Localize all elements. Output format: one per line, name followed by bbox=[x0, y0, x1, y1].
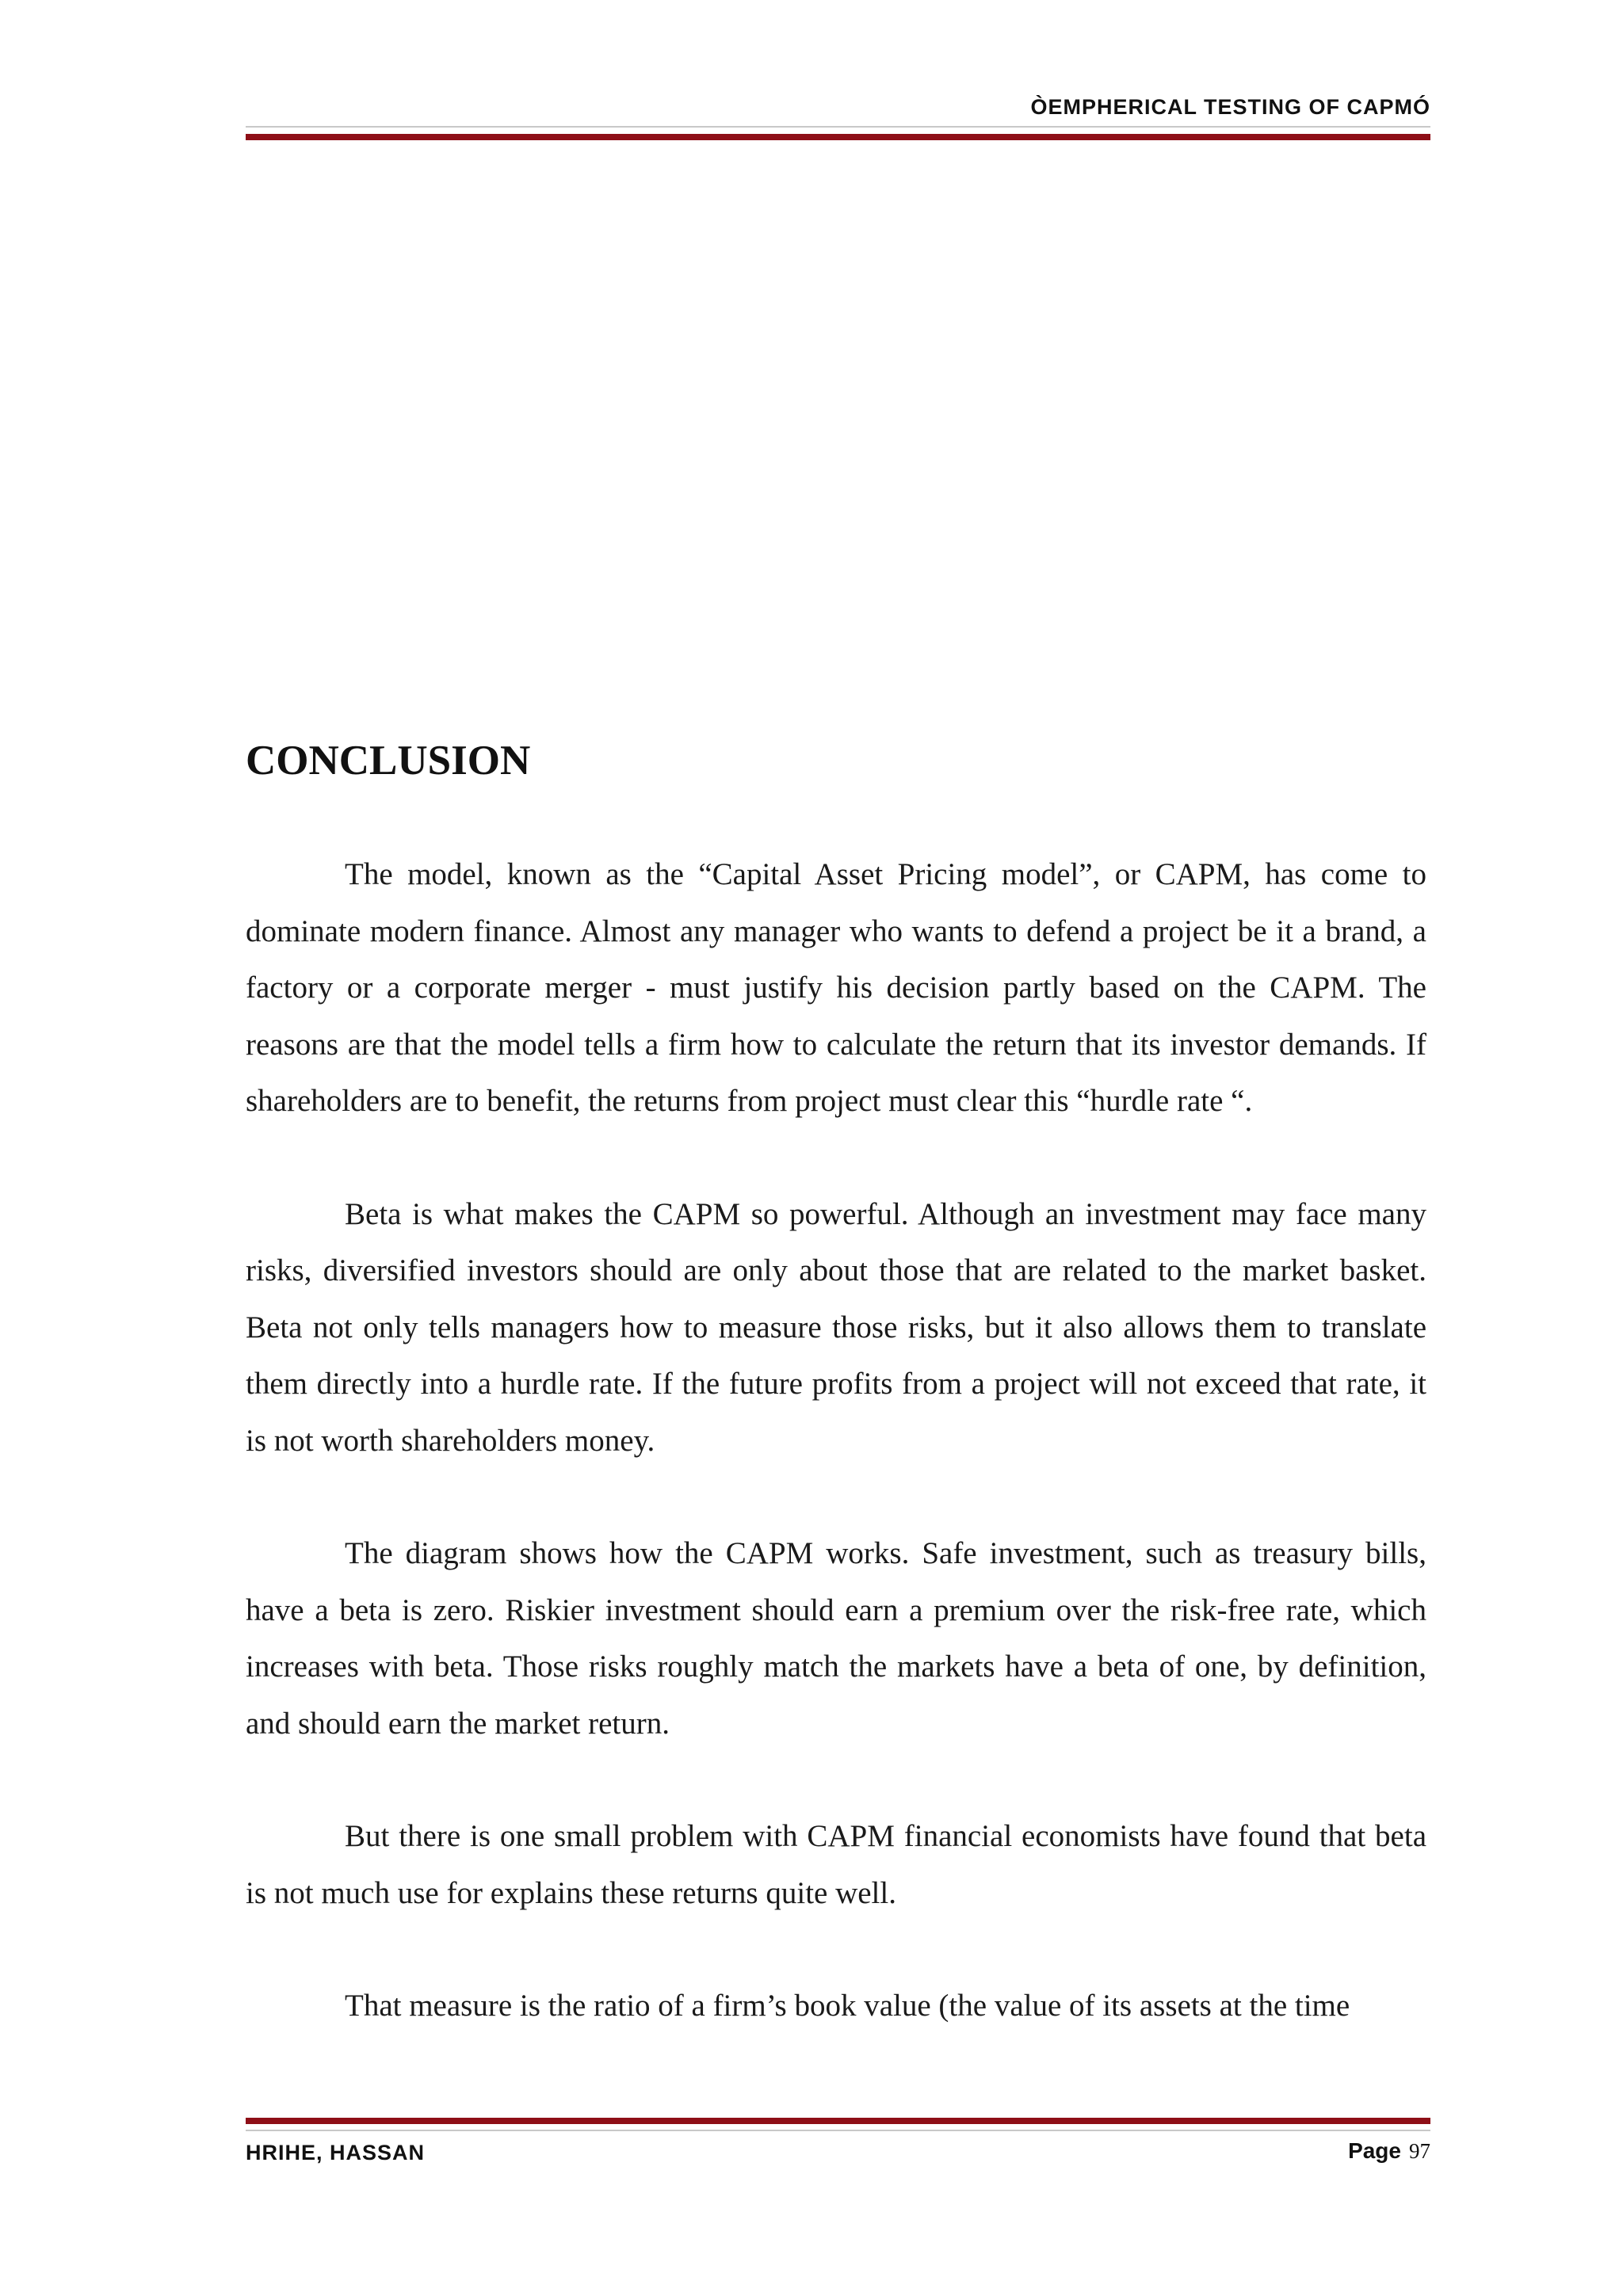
page-number: 97 bbox=[1409, 2139, 1430, 2163]
page-header bbox=[246, 0, 1430, 143]
running-header-title: ÒEMPHERICAL TESTING OF CAPMÓ bbox=[1030, 95, 1430, 119]
paragraph-2: Beta is what makes the CAPM so powerful. Although an investment may face many risks, diversified investors should are only about those that are related to the market basket. Beta not only tells managers how to measure those risks, but it also allows them to translate them directly into a hurdle rate. If the future profits from a project will not exceed that rate, it is not worth shareholders money. bbox=[246, 1196, 1426, 1458]
paragraph-1: The model, known as the “Capital Asset Pricing model”, or CAPM, has come to dominate modern finance. Almost any manager who wants to defend a project be it a brand, a factory or a corporate merger - must justify his decision partly based on the CAPM. The reasons are that the model tells a firm how to calculate the return that its investor demands. If shareholders are to benefit, the returns from project must clear this “hurdle rate “. bbox=[246, 857, 1426, 1118]
footer-thin-rule bbox=[246, 2130, 1430, 2131]
section-heading: CONCLUSION bbox=[246, 738, 531, 784]
header-thick-rule bbox=[246, 134, 1430, 140]
footer-thick-rule bbox=[246, 2118, 1430, 2124]
footer-author: HRIHE, HASSAN bbox=[246, 2141, 426, 2164]
page-content bbox=[246, 729, 1426, 2091]
page-footer bbox=[246, 2111, 1430, 2175]
paragraph-3: The diagram shows how the CAPM works. Safe investment, such as treasury bills, have a beta is zero. Riskier investment should earn a premium over the risk-free rate, which increases with beta. Those risks roughly match the markets have a beta of one, by definition, and should earn the market return. bbox=[246, 1536, 1426, 1741]
paragraph-5: That measure is the ratio of a firm’s book value (the value of its assets at the time bbox=[345, 1989, 1350, 2023]
page-label: Page bbox=[1348, 2138, 1401, 2163]
footer-page-indicator bbox=[1348, 2138, 1430, 2164]
header-thin-rule bbox=[246, 126, 1430, 128]
paragraph-4: But there is one small problem with CAPM financial economists have found that beta is not much use for explains these returns quite well. bbox=[246, 1819, 1426, 1910]
body-text bbox=[246, 846, 1426, 2035]
